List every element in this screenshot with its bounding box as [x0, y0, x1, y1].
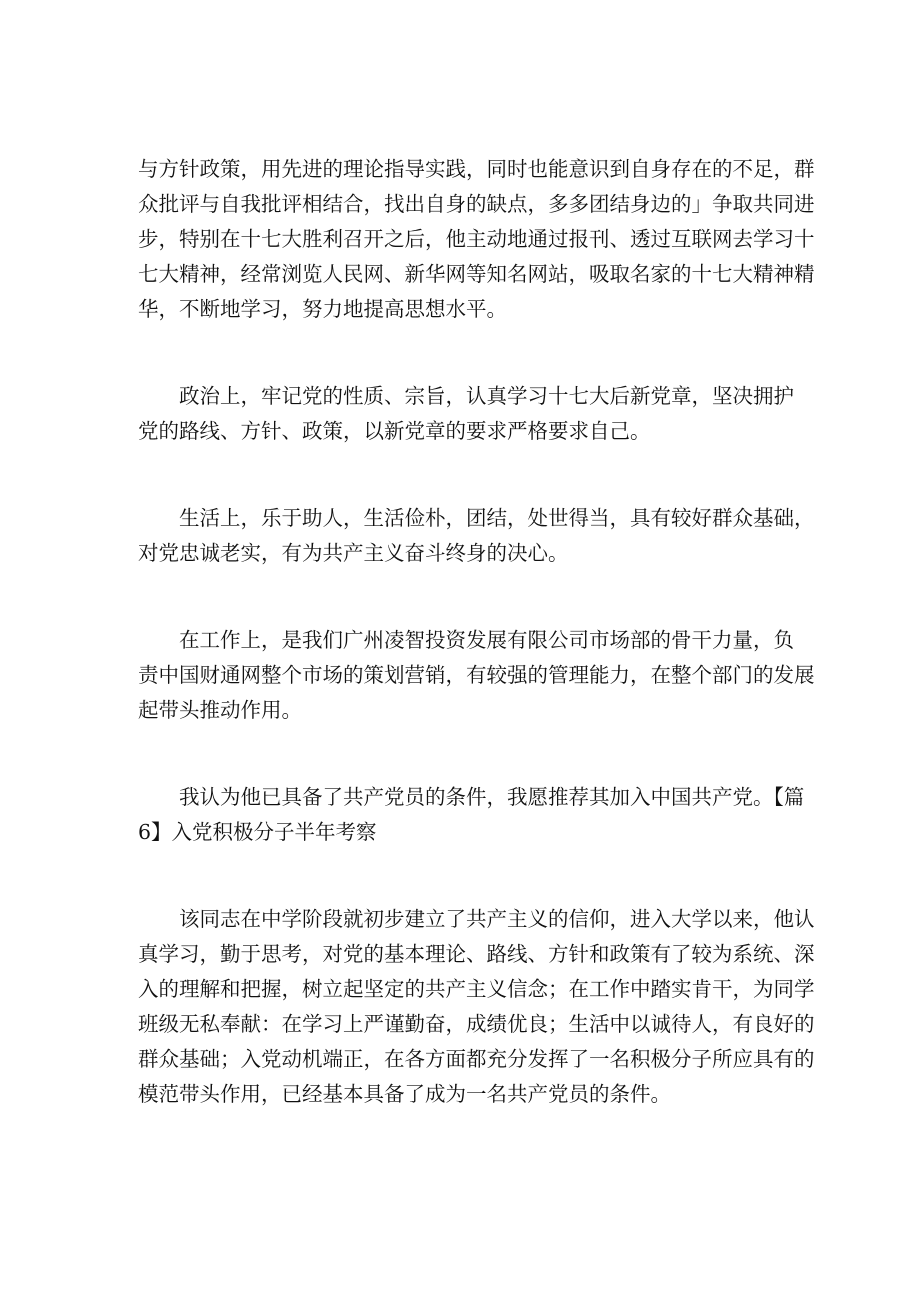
text-line: 政治上，牢记党的性质、宗旨，认真学习十七大后新党章，坚决拥护: [179, 384, 794, 408]
text-line: 在工作上，是我们广州凌智投资发展有限公司市场部的骨干力量，负: [179, 628, 794, 652]
text-line: 群众基础；入党动机端正，在各方面都充分发挥了一名积极分子所应具有的: [138, 1047, 815, 1071]
text-line: 对党忠诚老实，有为共产主义奋斗终身的决心。: [138, 541, 569, 565]
text-line: 步，特别在十七大胜利召开之后，他主动地通过报刊、透过互联网去学习十: [138, 227, 815, 251]
text-line: 该同志在中学阶段就初步建立了共产主义的信仰，进入大学以来，他认: [179, 907, 815, 931]
document-body: [138, 152, 815, 1164]
text-line: 与方针政策，用先进的理论指导实践，同时也能意识到自身存在的不足，群: [138, 157, 815, 181]
paragraph-ideology: [138, 152, 815, 327]
text-line: 责中国财通网整个市场的策划营销，有较强的管理能力，在整个部门的发展: [138, 663, 815, 687]
paragraph-life: [138, 501, 815, 571]
text-line: 班级无私奉献：在学习上严谨勤奋，成绩优良；生活中以诚待人，有良好的: [138, 1012, 815, 1036]
text-line: 众批评与自我批评相结合，找出自身的缺点，多多团结身边的」争取共同进: [138, 192, 815, 216]
text-line: 党的路线、方针、政策，以新党章的要求严格要求自己。: [138, 419, 651, 443]
text-line: 入的理解和把握，树立起坚定的共产主义信念；在工作中踏实肯干，为同学: [138, 977, 815, 1001]
text-line: 6】入党积极分子半年考察: [138, 820, 377, 844]
paragraph-work: [138, 623, 815, 728]
paragraph-politics: [138, 379, 792, 449]
text-line: 我认为他已具备了共产党员的条件，我愿推荐其加入中国共产党。【篇: [179, 785, 805, 809]
paragraph-evaluation: [138, 902, 815, 1112]
text-line: 生活上，乐于助人，生活俭朴，团结，处世得当，具有较好群众基础，: [179, 506, 815, 530]
text-line: 七大精神，经常浏览人民网、新华网等知名网站，吸取名家的十七大精神精: [138, 262, 815, 286]
text-line: 模范带头作用，已经基本具备了成为一名共产党员的条件。: [138, 1082, 671, 1106]
text-line: 起带头推动作用。: [138, 698, 302, 722]
text-line: 华，不断地学习，努力地提高思想水平。: [138, 297, 507, 321]
paragraph-recommendation: [138, 780, 805, 850]
text-line: 真学习，勤于思考，对党的基本理论、路线、方针和政策有了较为系统、深: [138, 942, 815, 966]
